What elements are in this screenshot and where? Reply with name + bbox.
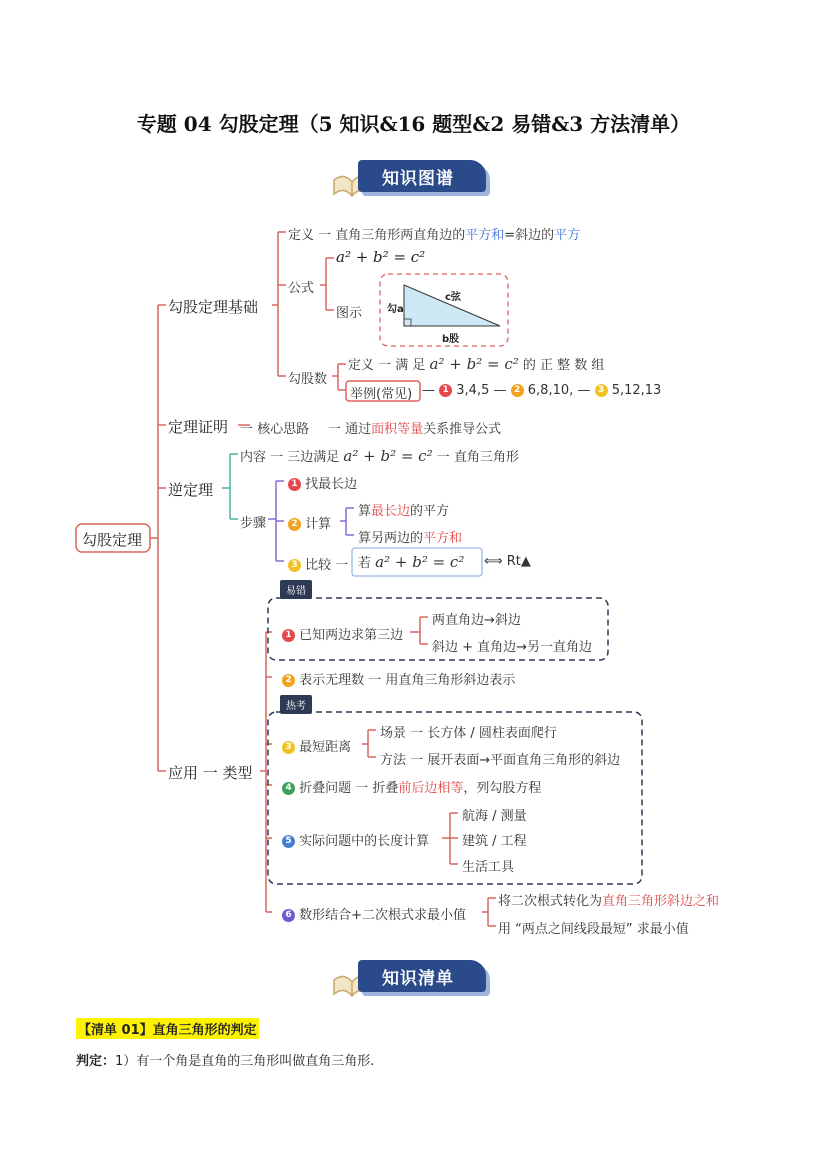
app-type-1: 1 已知两边求第三边	[282, 624, 403, 643]
steps-label: 步骤	[240, 516, 267, 531]
proof-idea: 一 核心思路	[240, 422, 310, 437]
step-2: 2 计算	[288, 513, 331, 532]
proof-text: 一 通过面积等量关系推导公式	[328, 422, 502, 437]
app-type-1b: 斜边 + 直角边→另一直角边	[432, 640, 593, 655]
app-type-3: 3 最短距离	[282, 736, 351, 755]
step-1: 1 找最长边	[288, 473, 357, 492]
page-title: 专题 04 勾股定理（5 知识&16 题型&2 易错&3 方法清单）	[136, 112, 691, 136]
branch-converse: 逆定理	[168, 481, 214, 499]
triple-definition: 定义 一 满 足 a² + b² = c² 的 正 整 数 组	[348, 355, 605, 373]
triangle-leg-b-label: b股	[442, 334, 460, 345]
step-3: 3 比较 一	[288, 554, 348, 573]
app-type-1a: 两直角边→斜边	[432, 613, 521, 628]
app-type-3a: 场景 一 长方体 / 圆柱表面爬行	[380, 726, 557, 741]
app-type-4: 4 折叠问题 一 折叠前后边相等，列勾股方程	[282, 777, 541, 796]
triple-label: 勾股数	[288, 372, 328, 387]
list-section-title: 【清单 01】直角三角形的判定	[76, 1018, 259, 1039]
branch-proof: 定理证明	[168, 418, 229, 436]
app-type-5a: 航海 / 测量	[462, 809, 527, 824]
compare-result: ⟺ Rt▲	[484, 554, 531, 569]
calc-longest: 算最长边的平方	[358, 504, 450, 519]
converse-content: 内容 一 三边满足 a² + b² = c² 一 直角三角形	[240, 447, 519, 465]
app-type-5b: 建筑 / 工程	[462, 834, 527, 849]
calc-other-two: 算另两边的平方和	[358, 531, 463, 546]
app-type-5: 5 实际问题中的长度计算	[282, 830, 429, 849]
triangle-leg-a-label: 勾a	[387, 304, 404, 315]
banner-text: 知识清单	[382, 969, 454, 989]
branch-basics: 勾股定理基础	[168, 298, 259, 316]
compare-condition: 若 a² + b² = c²	[358, 553, 465, 571]
pythagorean-formula: a² + b² = c²	[336, 248, 426, 266]
list-paragraph: 判定：1）有一个角是直角的三角形叫做直角三角形.	[76, 1054, 375, 1069]
mind-map-root: 勾股定理	[82, 531, 143, 549]
hot-topic-tag: 热考	[280, 695, 312, 714]
app-type-6b: 用 “两点之间线段最短” 求最小值	[498, 922, 689, 937]
app-type-2: 2 表示无理数 一 用直角三角形斜边表示	[282, 669, 515, 688]
triangle-hypotenuse-label: c弦	[445, 292, 461, 303]
branch-application: 应用 一 类型	[168, 764, 253, 782]
error-prone-tag: 易错	[280, 580, 312, 599]
app-type-5c: 生活工具	[462, 860, 515, 875]
knowledge-list-banner	[332, 952, 502, 1000]
formula-label: 公式	[288, 281, 315, 296]
diagram-label: 图示	[336, 306, 363, 321]
app-type-3b: 方法 一 展开表面→平面直角三角形的斜边	[380, 753, 621, 768]
example-label: 举例(常见)	[350, 387, 413, 402]
app-type-6a: 将二次根式转化为直角三角形斜边之和	[498, 894, 720, 909]
banner-text: 知识图谱	[382, 169, 454, 189]
example-triples: — 1 3,4,5 — 2 6,8,10, — 3 5,12,13	[422, 383, 662, 398]
basics-definition: 定义 一 直角三角形两直角边的平方和=斜边的平方	[288, 228, 581, 243]
app-type-6: 6 数形结合+二次根式求最小值	[282, 904, 466, 923]
